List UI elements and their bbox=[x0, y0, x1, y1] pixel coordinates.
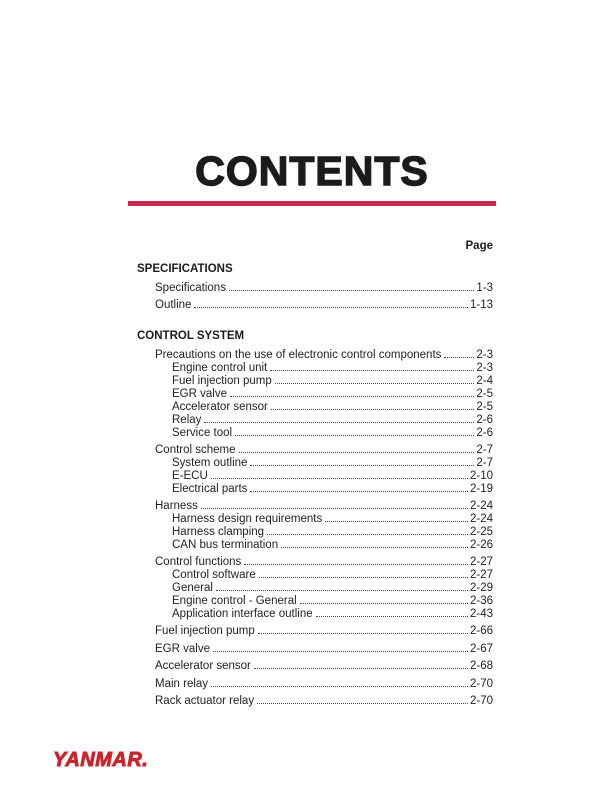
toc-entry bbox=[137, 299, 493, 312]
entry-label: Specifications bbox=[155, 282, 226, 294]
entry-label: Outline bbox=[155, 299, 192, 312]
title-underline bbox=[128, 201, 496, 206]
entry-page-number: 1-3 bbox=[476, 282, 493, 294]
yanmar-logo: YANMAR. bbox=[53, 749, 149, 771]
toc-entry bbox=[137, 556, 493, 569]
dot-leader bbox=[239, 452, 475, 453]
entry-label: Control scheme bbox=[155, 444, 236, 457]
toc-entry bbox=[137, 457, 493, 470]
page-title: CONTENTS bbox=[195, 148, 429, 194]
entry-page-number: 2-7 bbox=[476, 444, 493, 457]
toc-entry bbox=[137, 643, 493, 656]
entry-page-number: 2-27 bbox=[469, 556, 493, 569]
entry-label: Fuel injection pump bbox=[172, 375, 272, 388]
toc-entry bbox=[137, 444, 493, 457]
table-of-contents bbox=[137, 240, 493, 708]
dot-leader bbox=[204, 422, 474, 423]
entry-label: Engine control - General bbox=[172, 595, 297, 608]
entry-label: System outline bbox=[172, 457, 248, 470]
dot-leader bbox=[230, 396, 474, 397]
dot-leader bbox=[444, 357, 474, 358]
toc-entry bbox=[137, 388, 493, 401]
entry-page-number: 2-43 bbox=[469, 608, 493, 621]
dot-leader bbox=[258, 633, 468, 634]
entry-page-number: 2-27 bbox=[469, 569, 493, 582]
entry-page-number: 2-3 bbox=[476, 349, 493, 362]
entry-label: E-ECU bbox=[172, 469, 208, 482]
entry-label: Service tool bbox=[172, 426, 233, 439]
dot-leader bbox=[281, 547, 468, 548]
toc-entry bbox=[137, 282, 493, 295]
toc-entry bbox=[137, 582, 493, 595]
toc-entry bbox=[137, 660, 493, 673]
entry-label: Accelerator sensor bbox=[155, 660, 251, 673]
entry-label: Rack actuator relay bbox=[155, 695, 255, 708]
entry-label: Control functions bbox=[155, 556, 242, 569]
dot-leader bbox=[259, 577, 468, 578]
toc-entry bbox=[137, 483, 493, 496]
toc-entry bbox=[137, 539, 493, 552]
toc-entry bbox=[137, 500, 493, 513]
entry-label: Application interface outline bbox=[172, 608, 313, 621]
dot-leader bbox=[211, 686, 468, 687]
toc-entry bbox=[137, 569, 493, 582]
toc-sections bbox=[137, 263, 493, 708]
dot-leader bbox=[300, 603, 468, 604]
toc-entry bbox=[137, 625, 493, 638]
dot-leader bbox=[213, 651, 468, 652]
title-block bbox=[128, 148, 496, 206]
entry-page-number: 2-29 bbox=[469, 582, 493, 595]
entry-label: Harness bbox=[155, 500, 198, 513]
entry-label: Control software bbox=[172, 569, 256, 582]
entry-page-number: 2-4 bbox=[476, 375, 493, 388]
entry-label: Fuel injection pump bbox=[155, 625, 255, 638]
entry-label: CAN bus termination bbox=[172, 539, 279, 551]
entry-page-number: 2-70 bbox=[469, 695, 493, 708]
entry-label: Electrical parts bbox=[172, 482, 248, 495]
toc-entry bbox=[137, 427, 493, 440]
toc-entry bbox=[137, 414, 493, 427]
toc-entry bbox=[137, 513, 493, 526]
dot-leader bbox=[229, 290, 474, 291]
dot-leader bbox=[211, 478, 468, 479]
entry-page-number: 2-70 bbox=[469, 677, 493, 690]
entry-page-number: 2-3 bbox=[476, 362, 493, 375]
toc-entry bbox=[137, 526, 493, 539]
toc-entry bbox=[137, 470, 493, 483]
entry-label: EGR valve bbox=[172, 388, 227, 401]
toc-section bbox=[137, 263, 493, 312]
dot-leader bbox=[271, 409, 475, 410]
toc-section bbox=[137, 330, 493, 708]
entry-page-number: 2-5 bbox=[476, 400, 493, 413]
dot-leader bbox=[275, 383, 475, 384]
entry-label: EGR valve bbox=[155, 642, 210, 655]
toc-entry bbox=[137, 375, 493, 388]
entry-page-number: 2-6 bbox=[476, 413, 493, 426]
entry-page-number: 2-10 bbox=[469, 469, 493, 482]
entry-page-number: 1-13 bbox=[469, 299, 493, 312]
entry-page-number: 2-6 bbox=[476, 426, 493, 439]
dot-leader bbox=[216, 590, 468, 591]
entry-page-number: 2-24 bbox=[469, 513, 493, 526]
entry-page-number: 2-26 bbox=[469, 539, 493, 551]
section-heading: CONTROL SYSTEM bbox=[137, 330, 245, 343]
page-column-label: Page bbox=[465, 240, 493, 252]
section-heading: SPECIFICATIONS bbox=[137, 263, 233, 275]
entry-page-number: 2-68 bbox=[469, 660, 493, 673]
entry-page-number: 2-19 bbox=[469, 482, 493, 495]
toc-entry bbox=[137, 678, 493, 691]
entry-label: General bbox=[172, 582, 213, 595]
dot-leader bbox=[267, 534, 468, 535]
entry-label: Engine control unit bbox=[172, 362, 268, 375]
entry-page-number: 2-5 bbox=[476, 388, 493, 401]
toc-entry bbox=[137, 401, 493, 414]
entry-page-number: 2-67 bbox=[469, 642, 493, 655]
toc-entry bbox=[137, 608, 493, 621]
entry-label: Harness design requirements bbox=[172, 513, 323, 526]
entry-page-number: 2-7 bbox=[476, 457, 493, 470]
entry-label: Accelerator sensor bbox=[172, 400, 268, 413]
dot-leader bbox=[270, 370, 474, 371]
entry-page-number: 2-66 bbox=[469, 625, 493, 638]
toc-entry bbox=[137, 349, 493, 362]
dot-leader bbox=[244, 564, 468, 565]
dot-leader bbox=[257, 703, 468, 704]
dot-leader bbox=[235, 435, 474, 436]
dot-leader bbox=[316, 616, 468, 617]
entry-page-number: 2-24 bbox=[469, 500, 493, 513]
dot-leader bbox=[250, 465, 474, 466]
entry-label: Harness clamping bbox=[172, 526, 265, 539]
entry-label: Main relay bbox=[155, 677, 209, 690]
toc-entry bbox=[137, 595, 493, 608]
dot-leader bbox=[250, 491, 468, 492]
dot-leader bbox=[201, 508, 468, 509]
entry-page-number: 2-25 bbox=[469, 526, 493, 539]
dot-leader bbox=[194, 307, 468, 308]
dot-leader bbox=[325, 521, 468, 522]
entry-label: Precautions on the use of electronic control components bbox=[155, 349, 442, 362]
entry-page-number: 2-36 bbox=[469, 595, 493, 608]
entry-label: Relay bbox=[172, 413, 202, 426]
toc-entry bbox=[137, 695, 493, 708]
dot-leader bbox=[254, 668, 468, 669]
toc-entry bbox=[137, 362, 493, 375]
